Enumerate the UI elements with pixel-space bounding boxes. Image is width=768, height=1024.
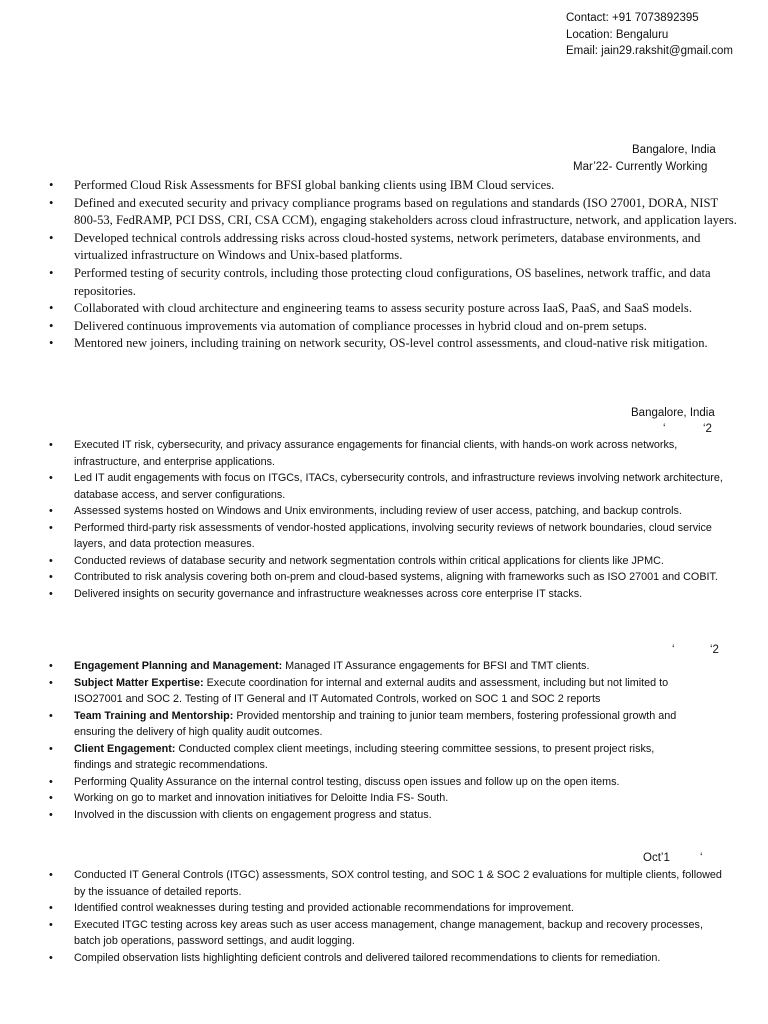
list-item: • Conducted reviews of database security and network segmentation controls within critical applications for clients like JPMC.	[44, 553, 744, 570]
contact-email[interactable]: Email: jain29.rakshit@gmail.com	[566, 45, 733, 57]
job3-dates-start: ‘	[672, 644, 675, 656]
list-item-text: Provided mentorship and training to junior team members, fostering professional growth and ensuring the delivery of high quality audit outcomes.	[74, 709, 677, 738]
job1-dates: Mar’22- Currently Working	[573, 161, 708, 173]
list-item-text: Managed IT Assurance engagements for BFSI and TMT clients.	[282, 660, 590, 672]
list-item: • Led IT audit engagements with focus on ITGCs, ITACs, cybersecurity controls, and infrastructure reviews involving network architecture, database access, and server configurations.	[44, 470, 744, 503]
job1-location: Bangalore, India	[632, 144, 716, 156]
job2-bullet-list	[44, 437, 744, 602]
list-item-heading: Client Engagement:	[74, 742, 176, 755]
job3-dates-end: ‘2	[710, 644, 719, 656]
list-item	[44, 790, 694, 807]
list-item: • Defined and executed security and privacy compliance programs based on regulations and standards (ISO 27001, DORA, NIST 800-53, FedRAMP, PCI DSS, CRI, CSA CCM), engaging stakeholders across cloud infrastructure, network, and application layers.	[44, 195, 744, 230]
job4-dates-end: ‘	[700, 852, 703, 864]
list-item-text: Working on go to market and innovation initiatives for Deloitte India FS- South.	[74, 792, 449, 804]
job2-dates-end: ‘2	[703, 423, 712, 435]
job2-dates-start: ‘	[663, 423, 666, 435]
list-item: • Assessed systems hosted on Windows and Unix environments, including review of user access, patching, and backup controls.	[44, 503, 744, 520]
list-item	[44, 741, 694, 774]
contact-phone: Contact: +91 7073892395	[566, 12, 699, 24]
list-item: • Conducted IT General Controls (ITGC) assessments, SOX control testing, and SOC 1 & SOC 2 evaluations for multiple clients, followed by the issuance of detailed reports.	[44, 867, 724, 900]
list-item: • Developed technical controls addressing risks across cloud-hosted systems, network perimeters, database environments, and virtualized infrastructure on Windows and Unix-based platforms.	[44, 230, 744, 265]
list-item: • Performed Cloud Risk Assessments for BFSI global banking clients using IBM Cloud services.	[44, 177, 744, 195]
list-item	[44, 675, 694, 708]
job4-bullet-list	[44, 867, 724, 966]
contact-location: Location: Bengaluru	[566, 28, 669, 41]
list-item: • Executed ITGC testing across key areas such as user access management, change management, backup and recovery processes, batch job operations, password settings, and audit logging.	[44, 917, 724, 950]
list-item: • Mentored new joiners, including training on network security, OS-level control assessments, and cloud-native risk mitigation.	[44, 335, 744, 353]
list-item: • Performed testing of security controls, including those protecting cloud configurations, OS baselines, network traffic, and data repositories.	[44, 265, 744, 300]
list-item-text: Conducted complex client meetings, including steering committee sessions, to present project risks, findings and strategic recommendations.	[74, 742, 655, 771]
list-item: • Executed IT risk, cybersecurity, and privacy assurance engagements for financial clients, with hands-on work across networks, infrastructure, and enterprise applications.	[44, 437, 744, 470]
list-item: • Delivered continuous improvements via automation of compliance processes in hybrid cloud and on-prem setups.	[44, 318, 744, 336]
list-item	[44, 708, 694, 741]
list-item: • Performed third-party risk assessments of vendor-hosted applications, involving security reviews of network boundaries, cloud service layers, and data protection measures.	[44, 520, 744, 553]
list-item-heading: Subject Matter Expertise:	[74, 676, 204, 689]
contact-block	[566, 10, 733, 60]
job1-bullet-list	[44, 177, 744, 353]
job4-dates-start: Oct’1	[643, 852, 670, 864]
list-item-text: Involved in the discussion with clients on engagement progress and status.	[74, 808, 432, 821]
list-item	[44, 658, 694, 675]
list-item: • Delivered insights on security governance and infrastructure weaknesses across core enterprise IT stacks.	[44, 586, 744, 603]
job3-bullet-list	[44, 658, 694, 823]
list-item: • Identified control weaknesses during testing and provided actionable recommendations for improvement.	[44, 900, 724, 917]
list-item: • Collaborated with cloud architecture and engineering teams to assess security posture across IaaS, PaaS, and SaaS models.	[44, 300, 744, 318]
list-item	[44, 807, 694, 824]
list-item-heading: Team Training and Mentorship:	[74, 709, 234, 722]
list-item-text: Execute coordination for internal and external audits and assessment, including but not limited to ISO27001 and SOC 2. Testing of IT General and IT Automated Controls, worked on SOC 1 and SOC 2 reports	[74, 676, 669, 705]
list-item	[44, 774, 694, 791]
list-item-heading: Engagement Planning and Management:	[74, 660, 283, 672]
job2-location: Bangalore, India	[631, 407, 715, 419]
list-item: • Contributed to risk analysis covering both on-prem and cloud-based systems, aligning with frameworks such as ISO 27001 and COBIT.	[44, 569, 744, 586]
list-item-text: Performing Quality Assurance on the internal control testing, discuss open issues and follow up on the open items.	[74, 775, 620, 788]
list-item: • Compiled observation lists highlighting deficient controls and delivered tailored recommendations to clients for remediation.	[44, 950, 724, 967]
